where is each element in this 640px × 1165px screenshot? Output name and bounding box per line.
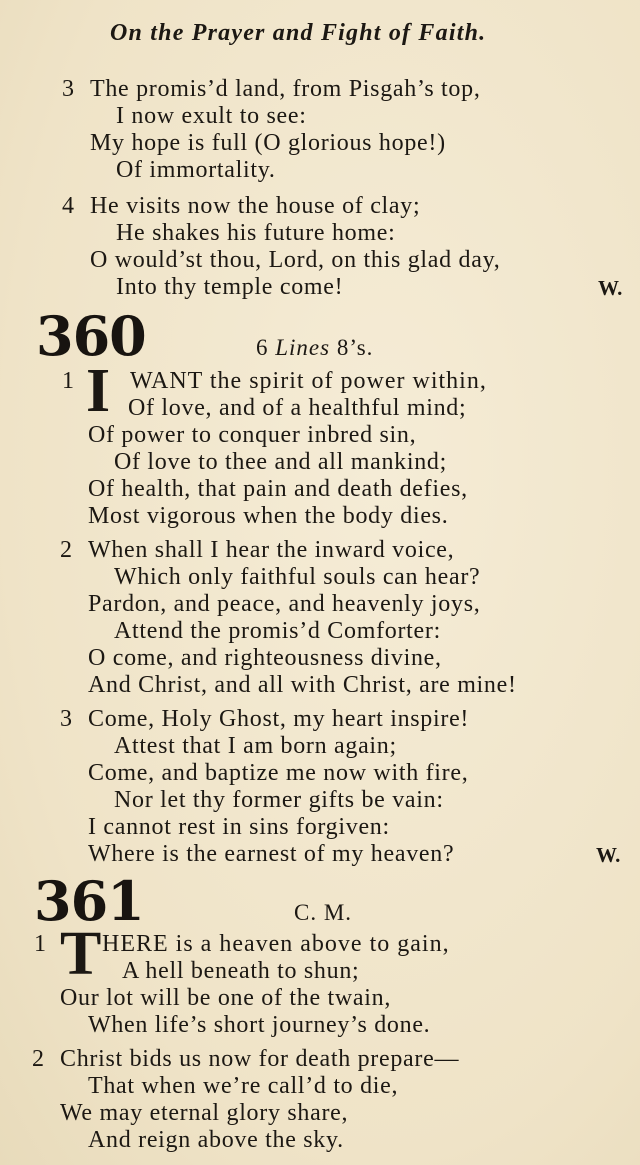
verse-line: The promis’d land, from Pisgah’s top, — [90, 76, 481, 102]
hymn-number: 361 — [34, 869, 144, 933]
verse-number: 1 — [62, 368, 74, 394]
verse-number: 3 — [60, 706, 72, 732]
verse-line: We may eternal glory share, — [60, 1100, 349, 1126]
meter-suffix: 8’s. — [336, 335, 374, 360]
running-head: On the Prayer and Fight of Faith. — [110, 20, 487, 46]
verse-line: A hell beneath to shun; — [122, 958, 360, 984]
verse-line: Of health, that pain and death defies, — [88, 476, 468, 502]
verse-line: When life’s short journey’s done. — [88, 1012, 431, 1038]
verse-line: And Christ, and all with Christ, are mine! — [88, 672, 517, 698]
verse-line: HERE is a heaven above to gain, — [102, 931, 450, 957]
verse-number: 2 — [60, 537, 72, 563]
hymn-meter — [256, 335, 373, 361]
verse-line: Pardon, and peace, and heavenly joys, — [88, 591, 481, 617]
meter-word: Lines — [275, 335, 331, 360]
meter-count: 6 — [256, 335, 269, 360]
drop-cap: I — [86, 357, 111, 425]
verse-line: Of immortality. — [116, 157, 276, 183]
verse-line: WANT the spirit of power within, — [130, 368, 487, 394]
verse-line: Come, Holy Ghost, my heart inspire! — [88, 706, 470, 732]
drop-cap: T — [60, 920, 102, 988]
verse-line: I now exult to see: — [116, 103, 307, 129]
verse-line: O come, and righteousness divine, — [88, 645, 442, 671]
verse-line: Of love, and of a healthful mind; — [128, 395, 467, 421]
verse-line: Come, and baptize me now with fire, — [88, 760, 469, 786]
author-signature: W. — [596, 843, 621, 867]
verse-line: Of love to thee and all mankind; — [114, 449, 447, 475]
verse-line: When shall I hear the inward voice, — [88, 537, 455, 563]
verse-number: 1 — [34, 931, 46, 957]
verse-line: Attest that I am born again; — [114, 733, 397, 759]
verse-line: My hope is full (O glorious hope!) — [90, 130, 446, 156]
hymn-number: 360 — [36, 304, 146, 368]
verse-line: And reign above the sky. — [88, 1127, 344, 1153]
verse-number: 4 — [62, 193, 74, 219]
verse-line: O would’st thou, Lord, on this glad day, — [90, 247, 501, 273]
verse-line: Of power to conquer inbred sin, — [88, 422, 417, 448]
verse-number: 3 — [62, 76, 74, 102]
verse-line: Most vigorous when the body dies. — [88, 503, 449, 529]
verse-line: He shakes his future home: — [116, 220, 396, 246]
verse-line: Into thy temple come! — [116, 274, 344, 300]
verse-line: Attend the promis’d Comforter: — [114, 618, 441, 644]
verse-line: Where is the earnest of my heaven? — [88, 841, 455, 867]
verse-line: Our lot will be one of the twain, — [60, 985, 392, 1011]
verse-line: That when we’re call’d to die, — [88, 1073, 399, 1099]
verse-line: I cannot rest in sins forgiven: — [88, 814, 390, 840]
verse-number: 2 — [32, 1046, 44, 1072]
verse-line: Christ bids us now for death prepare— — [60, 1046, 460, 1072]
hymn-meter: C. M. — [294, 900, 353, 925]
verse-line: He visits now the house of clay; — [90, 193, 421, 219]
verse-line: Which only faithful souls can hear? — [114, 564, 481, 590]
verse-line: Nor let thy former gifts be vain: — [114, 787, 444, 813]
author-signature: W. — [598, 276, 623, 300]
